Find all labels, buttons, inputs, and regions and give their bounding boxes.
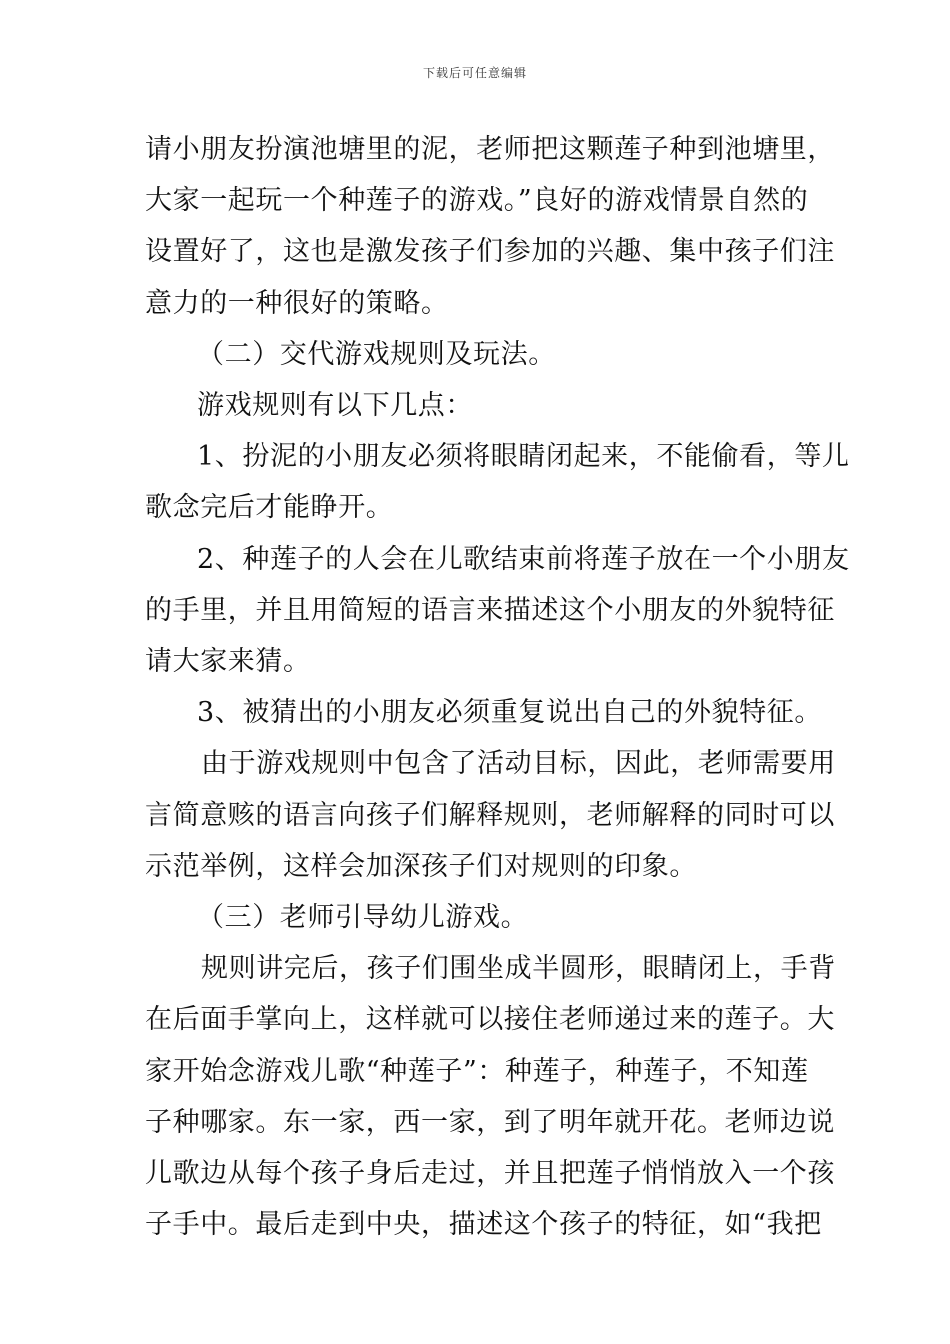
page-header: 下载后可任意编辑: [422, 66, 527, 80]
text-line: 子种哪家。东一家，西一家，到了明年就开花。老师边说: [145, 1106, 835, 1138]
text-line: 由于游戏规则中包含了活动目标，因此，老师需要用: [201, 748, 836, 780]
text-line: 意力的一种很好的策略。: [145, 287, 449, 319]
text-line: 言简意赅的语言向孩子们解释规则，老师解释的同时可以: [145, 799, 835, 831]
text-line: 家开始念游戏儿歌“种莲子”：种莲子，种莲子，不知莲: [145, 1055, 809, 1087]
section-heading: （二）交代游戏规则及玩法。: [197, 338, 556, 370]
text-line: 子手中。最后走到中央，描述这个孩子的特征，如“我把: [145, 1209, 822, 1241]
text-line: 请大家来猜。: [145, 646, 311, 678]
section-heading: （三）老师引导幼儿游戏。: [197, 902, 529, 934]
rule-item: 1、扮泥的小朋友必须将眼睛闭起来，不能偷看，等儿: [197, 441, 850, 473]
rule-item: 3、被猜出的小朋友必须重复说出自己的外貌特征。: [197, 697, 822, 729]
rule-item: 2、种莲子的人会在儿歌结束前将莲子放在一个小朋友: [197, 543, 850, 575]
text-line: 的手里，并且用简短的语言来描述这个小朋友的外貌特征: [145, 594, 835, 626]
text-line: 请小朋友扮演池塘里的泥，老师把这颗莲子种到池塘里，: [145, 134, 835, 165]
text-line: 设置好了，这也是激发孩子们参加的兴趣、集中孩子们注: [145, 236, 835, 268]
text-line: 歌念完后才能睁开。: [145, 492, 394, 524]
text-line: 规则讲完后，孩子们围坐成半圆形，眼睛闭上，手背: [201, 953, 836, 985]
text-line: 在后面手掌向上，这样就可以接住老师递过来的莲子。大: [145, 1004, 835, 1036]
text-line: 大家一起玩一个种莲子的游戏。”良好的游戏情景自然的: [145, 185, 809, 217]
text-line: 示范举例，这样会加深孩子们对规则的印象。: [145, 850, 697, 882]
text-line: 儿歌边从每个孩子身后走过，并且把莲子悄悄放入一个孩: [145, 1158, 835, 1190]
text-line: 游戏规则有以下几点：: [197, 390, 473, 422]
document-body: [145, 124, 850, 1250]
